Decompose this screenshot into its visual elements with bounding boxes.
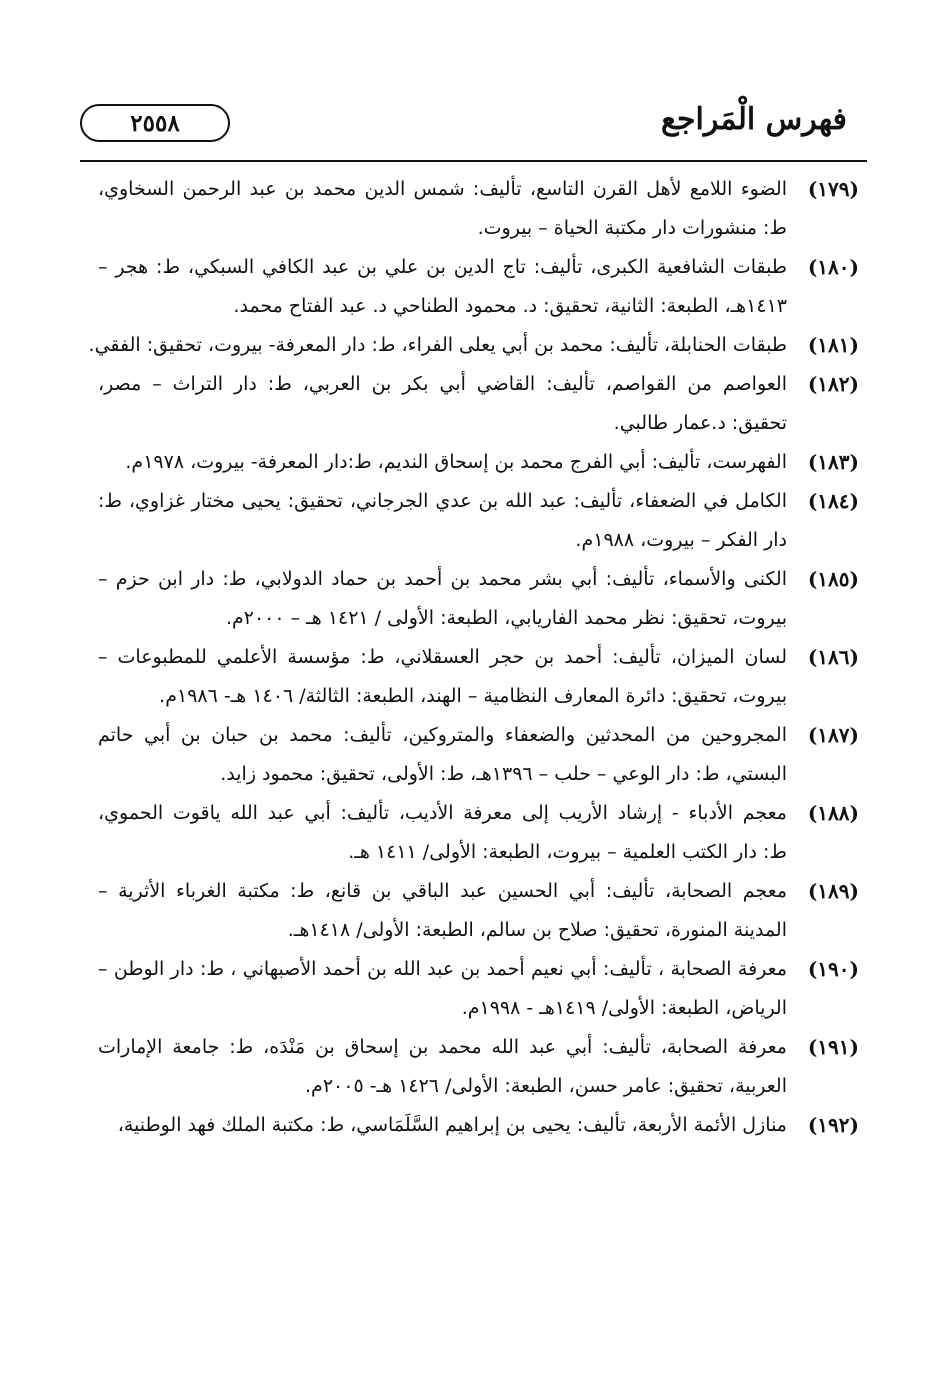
reference-item bbox=[98, 170, 859, 248]
reference-text-line: المدينة المنورة، تحقيق: صلاح بن سالم، الطبعة: الأولى/ ١٤١٨هـ. bbox=[287, 919, 787, 941]
reference-number: (١٨٥) bbox=[807, 567, 859, 591]
reference-text-line: ١٤١٣هـ، الطبعة: الثانية، تحقيق: د. محمود الطناحي د. عبد الفتاح محمد. bbox=[233, 295, 787, 317]
reference-text-line: لسان الميزان، تأليف: أحمد بن حجر العسقلاني، ط: مؤسسة الأعلمي للمطبوعات – bbox=[98, 646, 787, 668]
reference-number: (١٨١) bbox=[807, 333, 859, 357]
reference-number: (١٨٢) bbox=[807, 372, 859, 396]
reference-number: (١٨٣) bbox=[807, 450, 859, 474]
reference-text-line: تحقيق: د.عمار طالبي. bbox=[613, 412, 787, 434]
reference-text-line: دار الفكر – بيروت، ١٩٨٨م. bbox=[575, 529, 787, 551]
reference-text-line: طبقات الشافعية الكبرى، تأليف: تاج الدين بن علي بن عبد الكافي السبكي، ط: هجر – bbox=[98, 256, 787, 278]
reference-item bbox=[98, 443, 859, 482]
reference-item bbox=[98, 560, 859, 638]
reference-text-line: منازل الأئمة الأربعة، تأليف: يحيى بن إبراهيم السَّلَمَاسي، ط: مكتبة الملك فهد الوطنية، bbox=[117, 1114, 787, 1136]
reference-text-line: بيروت، تحقيق: دائرة المعارف النظامية – الهند، الطبعة: الثالثة/ ١٤٠٦ هـ- ١٩٨٦م. bbox=[159, 685, 787, 707]
reference-item bbox=[98, 1028, 859, 1106]
references-list bbox=[88, 170, 859, 1145]
reference-text-line: الضوء اللامع لأهل القرن التاسع، تأليف: شمس الدين محمد بن عبد الرحمن السخاوي، bbox=[98, 178, 787, 200]
reference-item bbox=[98, 638, 859, 716]
header-rule bbox=[80, 160, 867, 162]
reference-number: (١٩٠) bbox=[807, 957, 859, 981]
reference-text-line: المجروحين من المحدثين والضعفاء والمتروكين، تأليف: محمد بن حبان بن أبي حاتم bbox=[98, 724, 787, 746]
reference-text-line: معرفة الصحابة، تأليف: أبي عبد الله محمد بن إسحاق بن مَنْدَه، ط: جامعة الإمارات bbox=[98, 1036, 787, 1058]
reference-number: (١٨٤) bbox=[807, 489, 859, 513]
reference-text-line: طبقات الحنابلة، تأليف: محمد بن أبي يعلى الفراء، ط: دار المعرفة- بيروت، تحقيق: الفقي. bbox=[88, 334, 787, 356]
reference-item bbox=[98, 872, 859, 950]
reference-number: (١٨٩) bbox=[807, 879, 859, 903]
reference-item bbox=[88, 326, 859, 365]
reference-number: (١٨٨) bbox=[807, 801, 859, 825]
reference-text-line: البستي، ط: دار الوعي – حلب – ١٣٩٦هـ، ط: الأولى، تحقيق: محمود زايد. bbox=[220, 763, 787, 785]
reference-text-line: معجم الأدباء - إرشاد الأريب إلى معرفة الأديب، تأليف: أبي عبد الله ياقوت الحموي، bbox=[98, 802, 787, 824]
reference-text-line: الفهرست، تأليف: أبي الفرج محمد بن إسحاق النديم، ط:دار المعرفة- بيروت، ١٩٧٨م. bbox=[125, 451, 787, 473]
reference-number: (١٨٦) bbox=[807, 645, 859, 669]
reference-number: (١٨٧) bbox=[807, 723, 859, 747]
page-header bbox=[80, 98, 867, 156]
reference-text-line: العواصم من القواصم، تأليف: القاضي أبي بكر بن العربي، ط: دار التراث – مصر، bbox=[98, 373, 787, 395]
reference-number: (١٨٠) bbox=[807, 255, 859, 279]
reference-number: (١٩١) bbox=[807, 1035, 859, 1059]
reference-item bbox=[98, 248, 859, 326]
reference-text-line: معرفة الصحابة ، تأليف: أبي نعيم أحمد بن عبد الله بن أحمد الأصبهاني ، ط: دار الوطن – bbox=[98, 958, 787, 980]
reference-text-line: الرياض، الطبعة: الأولى/ ١٤١٩هـ - ١٩٩٨م. bbox=[461, 997, 787, 1019]
reference-item bbox=[98, 1106, 859, 1145]
reference-item bbox=[98, 365, 859, 443]
reference-text-line: معجم الصحابة، تأليف: أبي الحسين عبد الباقي بن قانع، ط: مكتبة الغرباء الأثرية – bbox=[98, 880, 787, 902]
reference-text-line: بيروت، تحقيق: نظر محمد الفاريابي، الطبعة: الأولى / ١٤٢١ هـ – ٢٠٠٠م. bbox=[225, 607, 787, 629]
page-title: فهرس الْمَراجع bbox=[660, 102, 847, 137]
reference-item bbox=[98, 794, 859, 872]
reference-item bbox=[98, 482, 859, 560]
reference-text-line: الكنى والأسماء، تأليف: أبي بشر محمد بن أحمد بن حماد الدولابي، ط: دار ابن حزم – bbox=[98, 568, 787, 590]
reference-text-line: ط: دار الكتب العلمية – بيروت، الطبعة: الأولى/ ١٤١١ هـ. bbox=[348, 841, 787, 863]
reference-text-line: ط: منشورات دار مكتبة الحياة – بيروت. bbox=[477, 217, 787, 239]
page-number-badge: ٢٥٥٨ bbox=[80, 104, 230, 142]
reference-text-line: العربية، تحقيق: عامر حسن، الطبعة: الأولى/ ١٤٢٦ هـ- ٢٠٠٥م. bbox=[305, 1075, 787, 1097]
reference-text-line: الكامل في الضعفاء، تأليف: عبد الله بن عدي الجرجاني، تحقيق: يحيى مختار غزاوي، ط: bbox=[98, 490, 787, 512]
reference-number: (١٧٩) bbox=[807, 177, 859, 201]
reference-item bbox=[98, 716, 859, 794]
reference-item bbox=[98, 950, 859, 1028]
reference-number: (١٩٢) bbox=[807, 1113, 859, 1137]
